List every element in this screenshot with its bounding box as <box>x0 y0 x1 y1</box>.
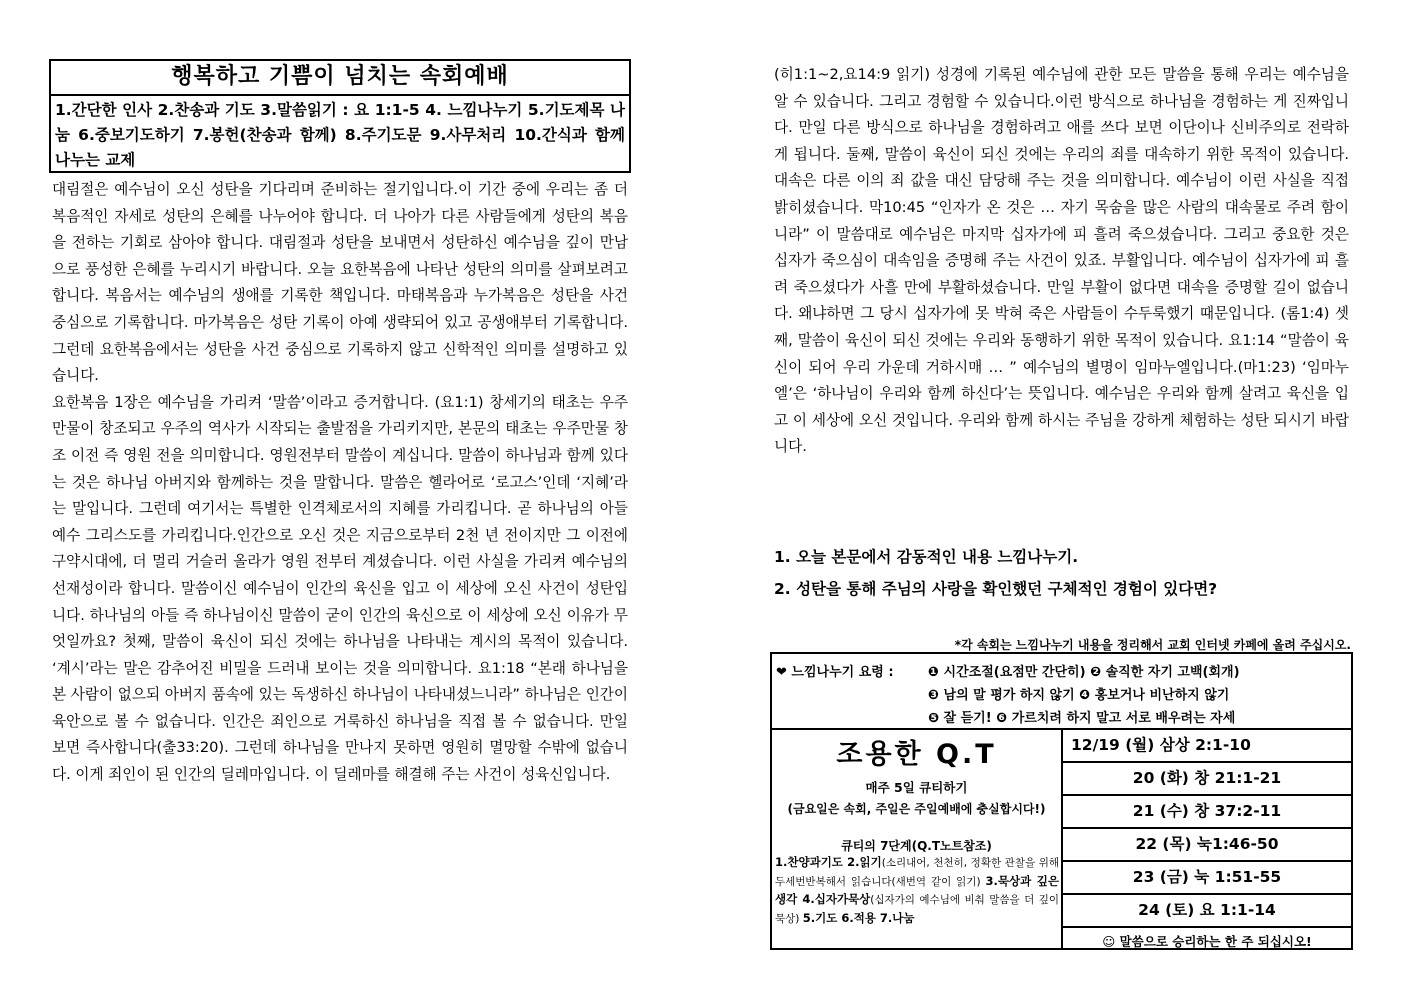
sharing-guide-line-1: ❶ 시간조절(요점만 간단히) ❷ 솔직한 자기 고백(회개) <box>928 665 1240 680</box>
sharing-guide-line-2: ❸ 남의 말 평가 하지 않기 ❹ 홍보거나 비난하지 않기 <box>928 688 1230 703</box>
qt-step-note: (소리내어, 천천히, 정확한 관찰을 위해 두세번반복해서 읽습니다(새번역 같이 읽기) <box>775 857 1059 888</box>
qt-subtitle: 매주 5일 큐티하기 <box>865 780 968 795</box>
discussion-question-2: 2. 성탄을 통해 주님의 사랑을 확인했던 구체적인 경험이 있다면? <box>774 580 1218 598</box>
left-page <box>0 0 701 992</box>
sermon-paragraph-1: 대림절은 예수님이 오신 성탄을 기다리며 준비하는 절기입니다.이 기간 중에 우리는 좀 더 복음적인 자세로 성탄의 은혜를 나누어야 합니다. 더 나아가 다른 사람들에게 성탄의 복음을 전하는 기회로 삼아야 합니다. 대림절과 성탄을 보내면서 성탄하신 예수님을 깊이 만남으로 풍성한 은혜를 누리시기 바랍니다. 오늘 요한복음에 나타난 성탄의 의미를 살펴보려고 합니다. 복음서는 예수님의 생애를 기록한 책입니다. 마태복음과 누가복음은 성탄을 사건 중심으로 기록합니다. 마가복음은 성탄 기록이 아예 생략되어 있고 공생애부터 기록합니다. 그런데 요한복음에서는 성탄을 사건 중심으로 기록하지 않고 신학적인 의미를 설명하고 있습니다. <box>52 181 628 385</box>
order-of-service: 1.간단한 인사 2.찬송과 기도 3.말씀읽기 : 요 1:1-5 4. 느낌나누기 5.기도제목 나눔 6.중보기도하기 7.봉헌(찬송과 함께) 8.주기도문 9.사무처리 10.간식과 함께 나누는 교제 <box>55 101 625 169</box>
sermon-text-left <box>52 177 628 789</box>
qt-title: 조용한 Q.T <box>836 739 997 770</box>
qt-footer: ☺ 말씀으로 승리하는 한 주 되십시오! <box>1102 934 1312 949</box>
qt-steps-heading: 큐티의 7단계(Q.T노트참조) <box>841 839 992 853</box>
qt-step-note: (십자가의 예수님에 비춰 말씀을 더 깊이 묵상) <box>775 894 1060 925</box>
sermon-paragraph-3: (히1:1~2,요14:9 읽기) 성경에 기록된 예수님에 관한 모든 말씀을 통해 우리는 예수님을 알 수 있습니다. 그리고 경험할 수 있습니다.이런 방식으로 하나님을 경험하는 게 진짜입니다. 만일 다른 방식으로 하나님을 경험하려고 애를 쓰다 보면 이단이나 신비주의로 전락하게 됩니다. 둘째, 말씀이 육신이 되신 것에는 우리의 죄를 대속하기 위한 목적이 있습니다. 대속은 다른 이의 죄 값을 대신 담당해 주는 것을 의미합니다. 예수님이 이런 사실을 직접 밝히셨습니다. 막10:45 “인자가 온 것은 … 자기 목숨을 많은 사람의 대속물로 주려 함이니라” 이 말씀대로 예수님은 마지막 십자가에 피 흘려 죽으셨습니다. 그리고 중요한 것은 십자가 죽으심이 대속임을 증명해 주는 사건이 있죠. 부활입니다. 예수님이 십자가에 피 흘려 죽으셨다가 사흘 만에 부활하셨습니다. 만일 부활이 없다면 대속을 증명할 길이 없습니다. 왜냐하면 그 당시 십자가에 못 박혀 죽은 사람들이 수두룩했기 때문입니다. (롬1:4) 셋째, 말씀이 육신이 되신 것에는 우리와 동행하기 위한 목적이 있습니다. 요1:14 “말씀이 육신이 되어 우리 가운데 거하시매 … ” 예수님의 별명이 임마누엘입니다.(마1:23) ‘임마누엘’은 ‘하나님이 우리와 함께 하신다’는 뜻입니다. 예수님은 우리와 함께 살려고 육신을 입고 이 세상에 오신 것입니다. 우리와 함께 하시는 주님을 강하게 체험하는 성탄 되시기 바랍니다. <box>774 66 1349 456</box>
qt-schedule <box>1063 730 1351 948</box>
qt-box <box>770 728 1353 950</box>
service-title-box <box>49 59 631 173</box>
qt-step-bold: 3.묵상과 깊은 생각 4.십자가묵상 <box>775 873 1059 906</box>
sermon-text-right <box>774 62 1349 461</box>
discussion-question-1: 1. 오늘 본문에서 감동적인 내용 느낌나누기. <box>774 548 1079 566</box>
qt-schedule-row: 12/19 (월) 삼상 2:1-10 <box>1063 730 1351 763</box>
qt-info <box>772 730 1063 948</box>
sharing-guide-box <box>770 652 1353 728</box>
qt-step-bold: 1.찬양과기도 2.읽기 <box>775 855 882 869</box>
sharing-guide-label: ❤ 느낌나누기 요령 : <box>776 665 894 680</box>
qt-schedule-row: 20 (화) 창 21:1-21 <box>1063 763 1351 796</box>
right-page <box>702 0 1403 992</box>
qt-schedule-row: 22 (목) 눅1:46-50 <box>1063 829 1351 862</box>
qt-steps <box>775 854 1059 928</box>
cafe-posting-note: *각 속회는 느낌나누기 내용을 정리해서 교회 인터넷 카페에 올려 주십시오. <box>954 638 1351 652</box>
qt-schedule-row: 23 (금) 눅 1:51-55 <box>1063 862 1351 895</box>
qt-subnote: (금요일은 속회, 주일은 주일예배에 충실합시다!) <box>787 802 1046 816</box>
qt-step-bold: 5.기도 6.적용 7.나눔 <box>802 910 915 925</box>
sermon-paragraph-2: 요한복음 1장은 예수님을 가리켜 ‘말씀’이라고 증거합니다. (요1:1) 창세기의 태초는 우주만물이 창조되고 우주의 역사가 시작되는 출발점을 가리키지만, 본문의 태초는 우주만물 창조 이전 즉 영원 전을 의미합니다. 영원전부터 말씀이 계십니다. 말씀이 하나님과 함께 있다는 것은 하나님 아버지와 함께하는 것을 말합니다. 말씀은 헬라어로 ‘로고스’인데 ‘지혜’라는 말입니다. 그런데 여기서는 특별한 인격체로서의 지혜를 가리킵니다. 곧 하나님의 아들 예수 그리스도를 가리킵니다.인간으로 오신 것은 지금으로부터 2천 년 전이지만 그 이전에 구약시대에, 더 멀리 거슬러 올라가 영원 전부터 계셨습니다. 이런 사실을 가리켜 예수님의 선재성이라 합니다. 말씀이신 예수님이 인간의 육신을 입고 이 세상에 오신 사건이 성탄입니다. 하나님의 아들 즉 하나님이신 말씀이 굳이 인간의 육신으로 이 세상에 오신 이유가 무엇일까요? 첫째, 말씀이 육신이 되신 것에는 하나님을 나타내는 계시의 목적이 있습니다. ‘계시’라는 말은 감추어진 비밀을 드러내 보이는 것을 의미합니다. 요1:18 “본래 하나님을 본 사람이 없으되 아버지 품속에 있는 독생하신 하나님이 나타내셨느니라” 하나님은 인간이 육안으로 볼 수 없습니다. 인간은 죄인으로 거룩하신 하나님을 직접 볼 수 없습니다. 만일 보면 즉사합니다(출33:20). 그런데 하나님을 만나지 못하면 영원히 멸망할 수밖에 없습니다. 이게 죄인이 된 인간의 딜레마입니다. 이 딜레마를 해결해 주는 사건이 성육신입니다. <box>52 393 628 784</box>
sharing-guide-line-3: ❺ 잘 듣기! ❻ 가르치려 하지 말고 서로 배우려는 자세 <box>928 711 1236 726</box>
qt-schedule-row: 21 (수) 창 37:2-11 <box>1063 796 1351 829</box>
service-title: 행복하고 기쁨이 넘치는 속회예배 <box>51 61 629 96</box>
qt-schedule-row: 24 (토) 요 1:1-14 <box>1063 895 1351 928</box>
